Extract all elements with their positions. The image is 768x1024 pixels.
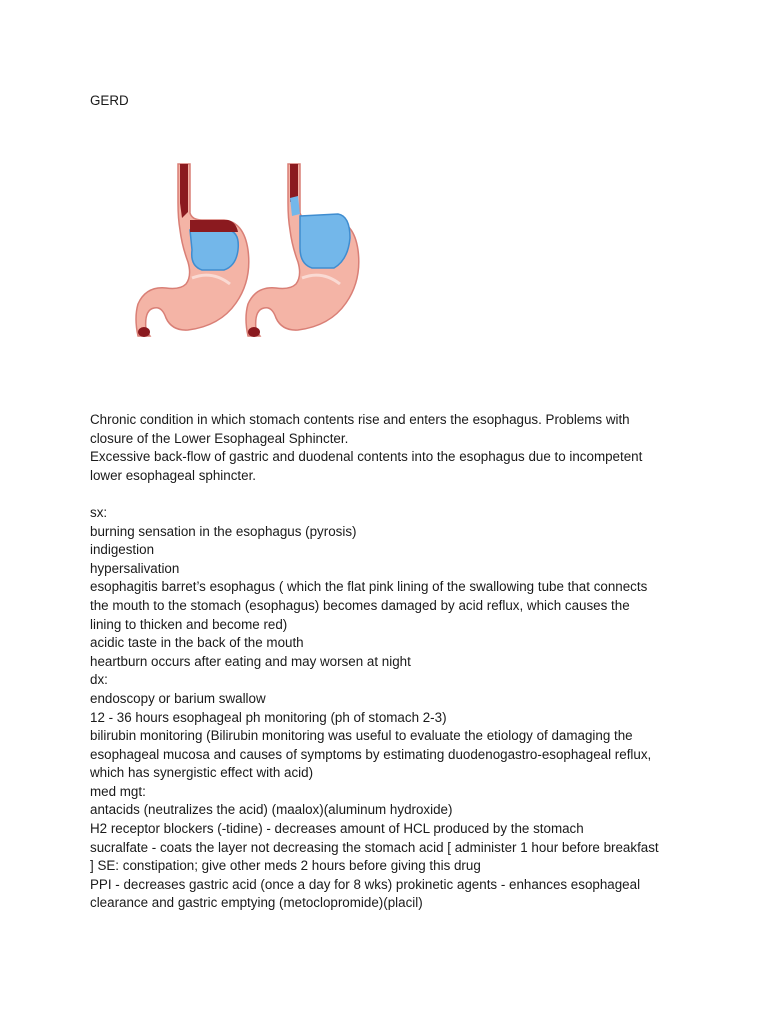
- text-line: esophageal mucosa and causes of symptoms by estimating duodenogastro-esophageal reflux,: [90, 746, 652, 762]
- text-line: bilirubin monitoring (Bilirubin monitoring was useful to evaluate the etiology of damaging the: [90, 728, 633, 744]
- text-line: lining to thicken and become red): [90, 616, 288, 632]
- stomach-left-icon: [136, 164, 249, 337]
- text-line: lower esophageal sphincter.: [90, 467, 257, 483]
- section-heading: sx:: [90, 504, 108, 520]
- text-line: PPI - decreases gastric acid (once a day for 8 wks) prokinetic agents - enhances esophageal: [90, 876, 641, 892]
- text-line: ] SE: constipation; give other meds 2 hours before giving this drug: [90, 858, 481, 874]
- document-body: [90, 411, 690, 913]
- text-line: H2 receptor blockers (-tidine) - decreases amount of HCL produced by the stomach: [90, 821, 584, 837]
- text-line: acidic taste in the back of the mouth: [90, 635, 304, 651]
- text-line: burning sensation in the esophagus (pyrosis): [90, 523, 357, 539]
- stomach-illustration-svg: [132, 158, 372, 348]
- text-line: antacids (neutralizes the acid) (maalox)(aluminum hydroxide): [90, 802, 453, 818]
- text-line: sucralfate - coats the layer not decreasing the stomach acid [ administer 1 hour before breakfast: [90, 839, 659, 855]
- section-heading: med mgt:: [90, 783, 146, 799]
- stomach-reflux-illustration: [132, 158, 372, 348]
- text-line: clearance and gastric emptying (metoclopromide)(placil): [90, 895, 423, 911]
- text-line: endoscopy or barium swallow: [90, 690, 266, 706]
- text-line: the mouth to the stomach (esophagus) becomes damaged by acid reflux, which causes the: [90, 597, 630, 613]
- text-line: which has synergistic effect with acid): [90, 765, 314, 781]
- text-line: hypersalivation: [90, 560, 180, 576]
- text-line: closure of the Lower Esophageal Sphincter.: [90, 430, 349, 446]
- text-line: Excessive back-flow of gastric and duodenal contents into the esophagus due to incompetent: [90, 449, 643, 465]
- text-line: 12 - 36 hours esophageal ph monitoring (ph of stomach 2-3): [90, 709, 447, 725]
- text-line: heartburn occurs after eating and may worsen at night: [90, 653, 411, 669]
- stomach-right-icon: [246, 164, 359, 337]
- text-line: esophagitis barret’s esophagus ( which the flat pink lining of the swallowing tube that connects: [90, 579, 648, 595]
- text-line: indigestion: [90, 542, 155, 558]
- document-title: GERD: [90, 93, 129, 108]
- section-heading: dx:: [90, 672, 108, 688]
- text-line: Chronic condition in which stomach contents rise and enters the esophagus. Problems with: [90, 412, 630, 427]
- blank-line: [90, 485, 690, 504]
